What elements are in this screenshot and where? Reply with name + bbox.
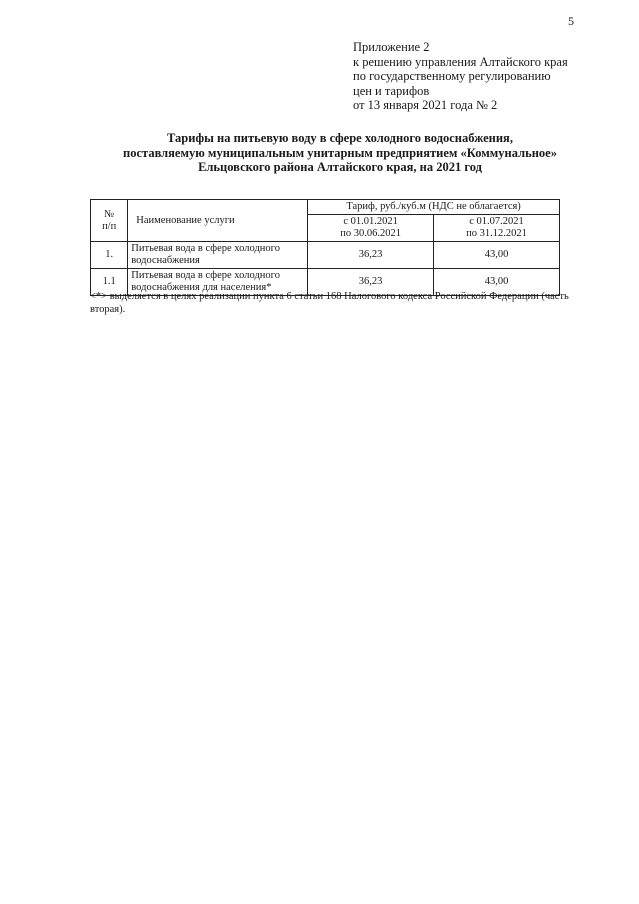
header-tariff-group: Тариф, руб./куб.м (НДС не облагается) <box>308 200 560 215</box>
row-value-period-2: 43,00 <box>434 242 560 269</box>
page-number: 5 <box>568 14 574 28</box>
header-period-2-line2: по 31.12.2021 <box>466 228 527 239</box>
footnote-line2: вторая). <box>90 303 126 315</box>
appendix-line: от 13 января 2021 года № 2 <box>353 98 498 112</box>
row-service-name-line1: Питьевая вода в сфере холодного <box>131 270 280 281</box>
header-period-2-line1: с 01.07.2021 <box>469 216 524 227</box>
header-service-name: Наименование услуги <box>128 200 308 242</box>
header-period-1-line2: по 30.06.2021 <box>340 228 401 239</box>
row-number: 1. <box>91 242 128 269</box>
header-number <box>91 200 128 242</box>
row-service-name-line1: Питьевая вода в сфере холодного <box>131 243 280 254</box>
header-number-line1: № <box>104 208 115 220</box>
appendix-line: цен и тарифов <box>353 83 430 98</box>
footnote-line1: <*> выделяется в целях реализации пункта 6 статьи 168 Налогового кодекса Российской Федерации (часть <box>90 291 569 302</box>
appendix-header <box>353 40 568 113</box>
title-line: Ельцовского района Алтайского края, на 2021 год <box>198 160 482 174</box>
appendix-line: к решению управления Алтайского края <box>353 54 568 69</box>
appendix-line: по государственному регулированию <box>353 69 551 83</box>
row-service-name-line2: водоснабжения для населения* <box>131 282 272 293</box>
footnote <box>90 291 590 316</box>
table-header-row <box>91 200 560 215</box>
header-number-line2: п/п <box>102 220 117 232</box>
row-number: 1.1 <box>91 269 128 296</box>
header-period-1 <box>308 215 434 242</box>
tariff-table <box>90 199 560 296</box>
header-period-1-line1: с 01.01.2021 <box>343 216 398 227</box>
row-value-period-1: 36,23 <box>308 269 434 296</box>
row-service-name <box>128 242 308 269</box>
row-value-period-2: 43,00 <box>434 269 560 296</box>
document-title <box>60 131 620 175</box>
appendix-line: Приложение 2 <box>353 40 430 54</box>
title-line: поставляемую муниципальным унитарным предприятием «Коммунальное» <box>123 145 557 160</box>
table-row <box>91 242 560 269</box>
row-value-period-1: 36,23 <box>308 242 434 269</box>
row-service-name-line2: водоснабжения <box>131 255 200 266</box>
header-period-2 <box>434 215 560 242</box>
title-line: Тарифы на питьевую воду в сфере холодного водоснабжения, <box>167 131 513 145</box>
